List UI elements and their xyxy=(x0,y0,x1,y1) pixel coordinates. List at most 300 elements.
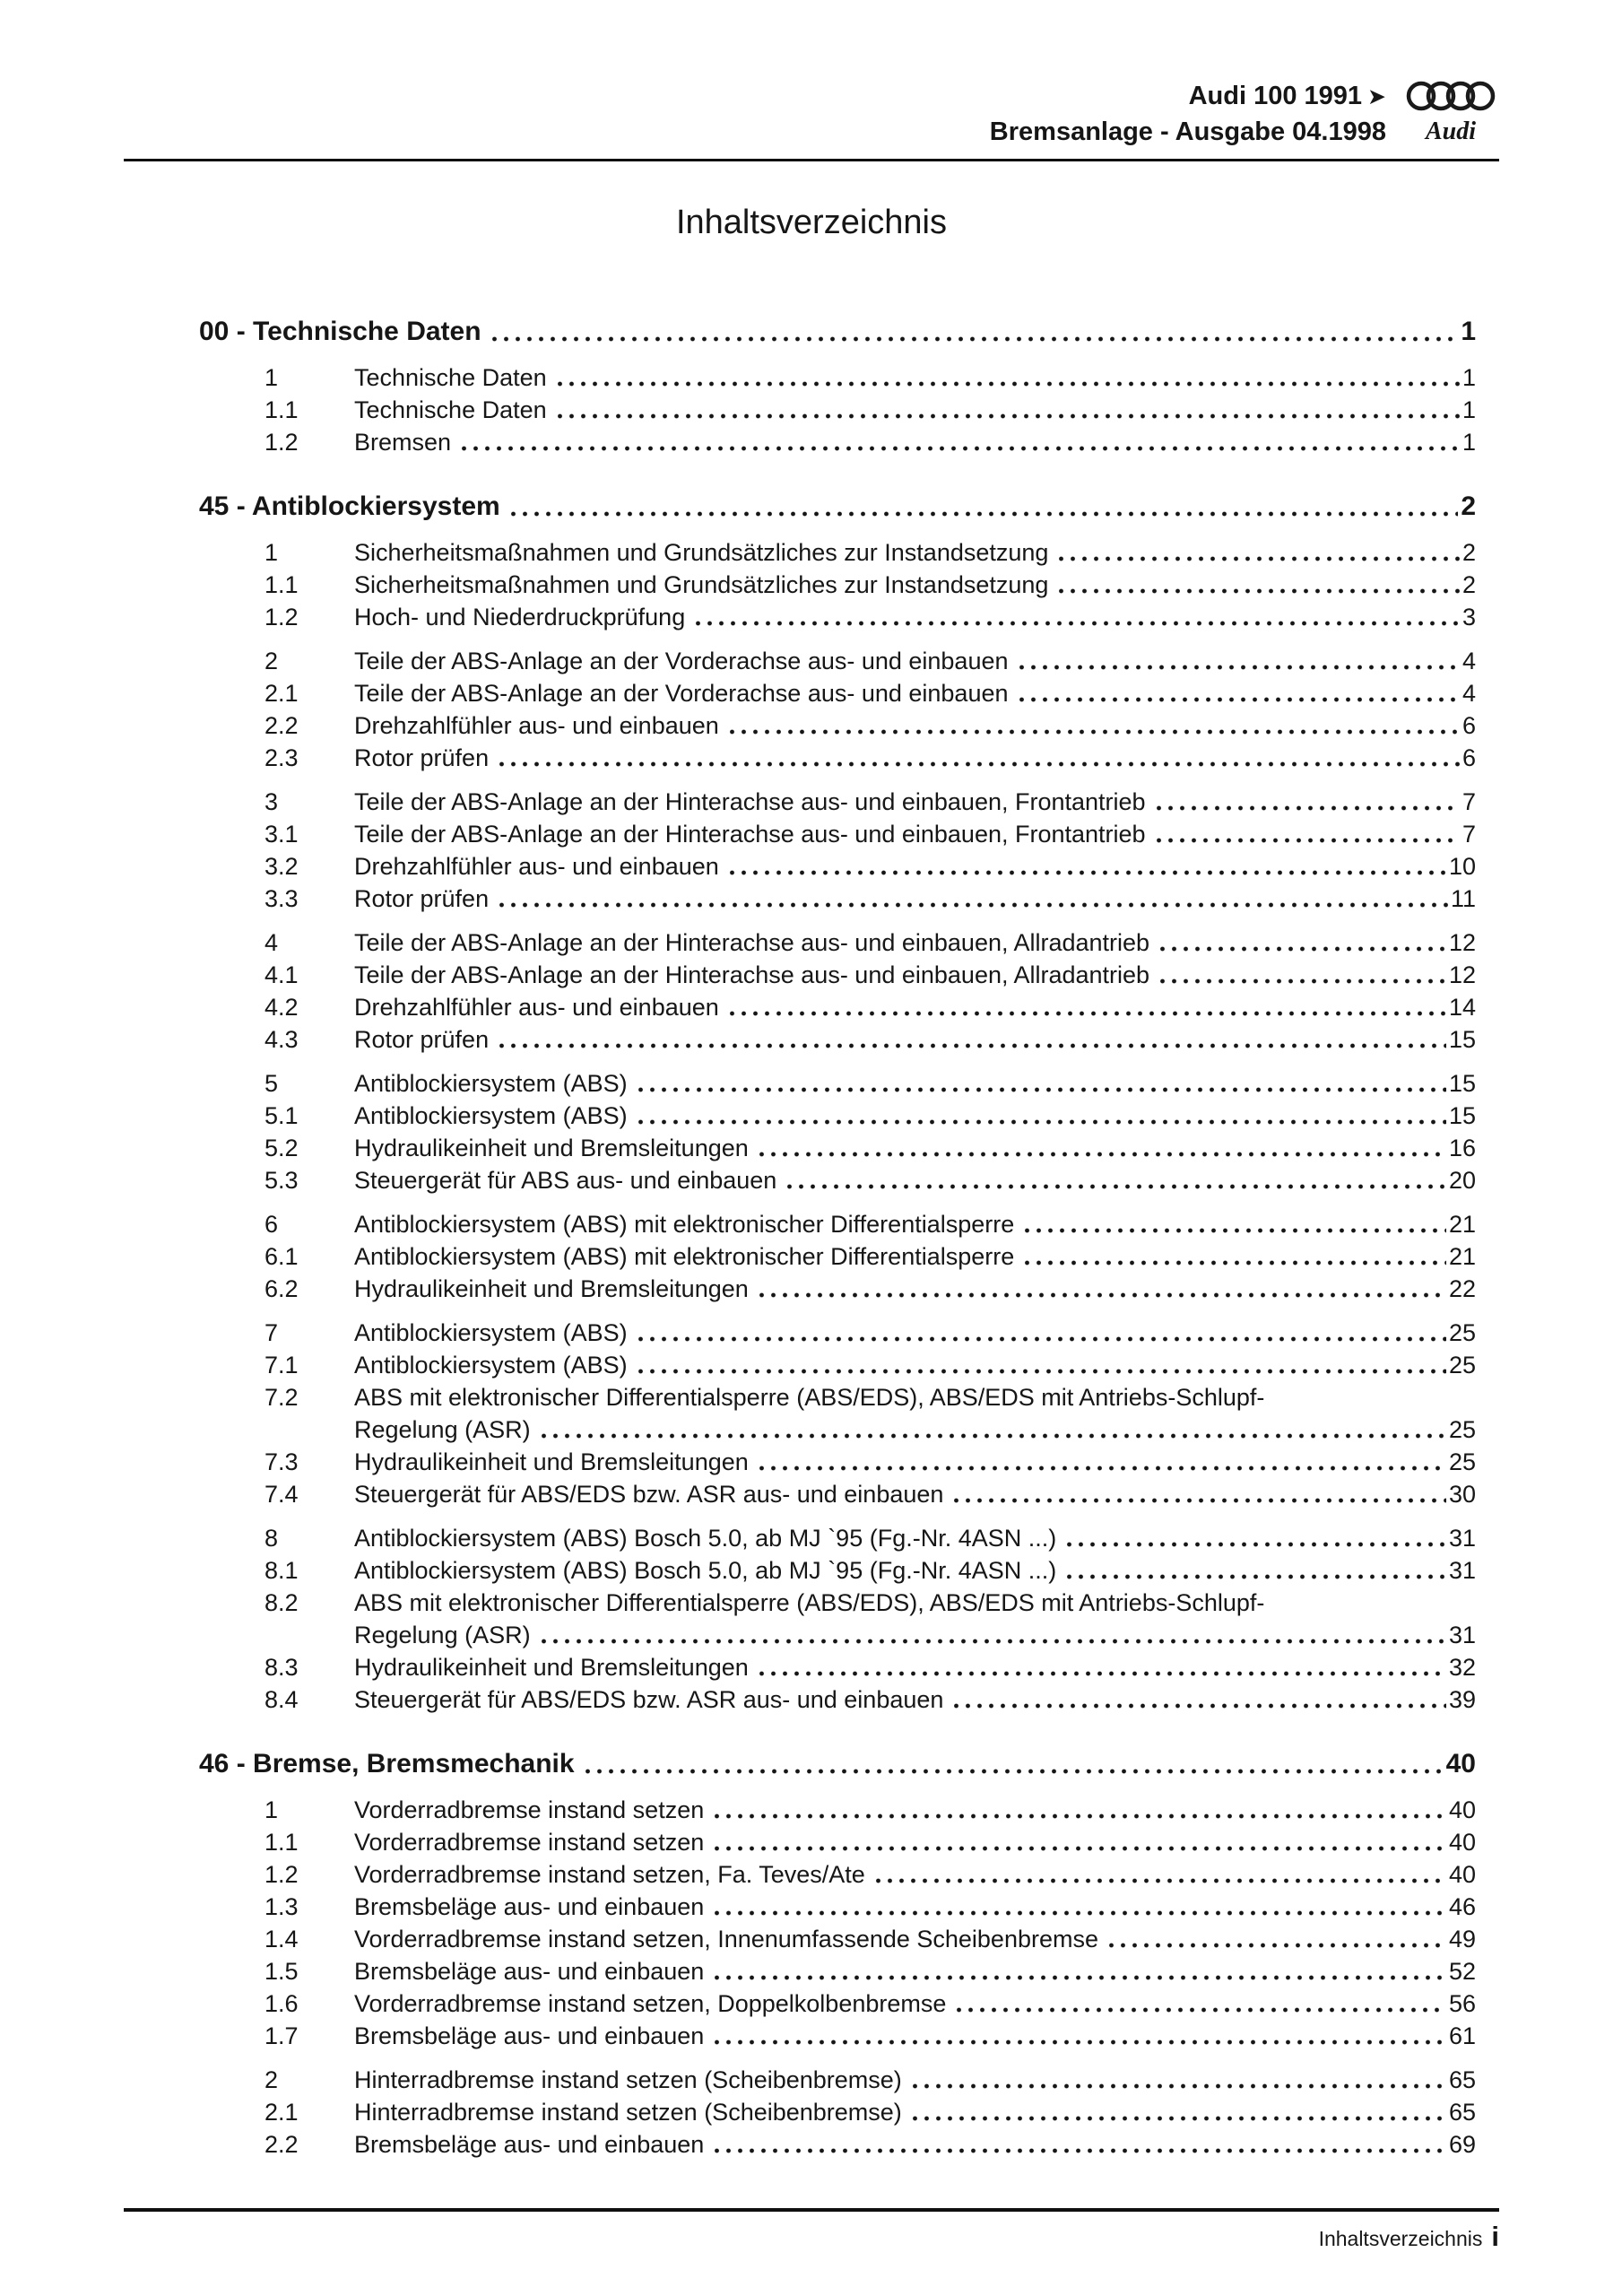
toc-item xyxy=(199,1955,1476,1987)
toc xyxy=(124,314,1499,2161)
item-title: Rotor prüfen xyxy=(354,744,490,771)
item-line xyxy=(354,926,1476,959)
toc-item xyxy=(199,1683,1476,1716)
item-title: Hinterradbremse instand setzen (Scheibenbremse) xyxy=(354,2066,902,2093)
item-title: Bremsbeläge aus- und einbauen xyxy=(354,1958,705,1985)
toc-item xyxy=(199,742,1476,774)
toc-item xyxy=(199,1100,1476,1132)
toc-item xyxy=(199,991,1476,1023)
manual-subtitle-text: Bremsanlage - Ausgabe 04.1998 xyxy=(989,117,1386,146)
footer-label: Inhaltsverzeichnis xyxy=(1318,2227,1483,2250)
chapter-items xyxy=(199,536,1476,1716)
dot-leader xyxy=(552,361,1460,394)
toc-item xyxy=(199,818,1476,850)
item-title: Teile der ABS-Anlage an der Hinterachse aus- und einbauen, Allradantrieb xyxy=(354,961,1150,988)
item-page-number: 15 xyxy=(1448,1026,1476,1053)
dot-leader xyxy=(1104,1923,1446,1955)
dot-leader xyxy=(782,1164,1446,1196)
item-page-number: 25 xyxy=(1448,1352,1476,1378)
item-line xyxy=(354,1923,1476,1955)
item-line xyxy=(354,1240,1476,1273)
item-number: 2.2 xyxy=(265,2131,299,2158)
item-number: 5 xyxy=(265,1070,279,1097)
item-number: 1 xyxy=(265,1796,279,1823)
item-number: 2.1 xyxy=(265,2099,299,2126)
item-line xyxy=(354,1826,1476,1858)
item-body xyxy=(354,1067,1476,1100)
item-body xyxy=(354,1273,1476,1305)
item-body xyxy=(354,677,1476,709)
item-line xyxy=(354,1651,1476,1683)
item-line xyxy=(354,1478,1476,1510)
dot-leader xyxy=(536,1619,1446,1651)
item-title: Teile der ABS-Anlage an der Hinterachse aus- und einbauen, Frontantrieb xyxy=(354,788,1146,815)
toc-item xyxy=(199,709,1476,742)
toc-item xyxy=(199,2020,1476,2052)
item-number: 4.2 xyxy=(265,994,299,1021)
dot-leader xyxy=(709,1955,1446,1987)
item-body xyxy=(354,1240,1476,1273)
toc-item xyxy=(199,361,1476,394)
item-page-number: 1 xyxy=(1462,396,1476,423)
dot-leader xyxy=(1155,926,1446,959)
item-page-number: 6 xyxy=(1462,712,1476,739)
item-number: 4 xyxy=(265,929,279,956)
item-page-number: 7 xyxy=(1462,821,1476,848)
item-page-number: 39 xyxy=(1448,1686,1476,1713)
item-line xyxy=(354,1619,1476,1651)
toc-item xyxy=(199,645,1476,677)
item-body xyxy=(354,1923,1476,1955)
item-line xyxy=(354,2064,1476,2096)
forward-arrow-icon: ➤ xyxy=(1367,83,1386,109)
item-page-number: 2 xyxy=(1462,571,1476,598)
toc-item xyxy=(199,1891,1476,1923)
item-number: 1.1 xyxy=(265,1829,299,1856)
page-title: Inhaltsverzeichnis xyxy=(675,204,948,241)
item-title: Drehzahlfühler aus- und einbauen xyxy=(354,853,719,880)
item-title: Vorderradbremse instand setzen xyxy=(354,1796,705,1823)
item-line xyxy=(354,786,1476,818)
item-number: 1.2 xyxy=(265,604,299,631)
item-page-number: 30 xyxy=(1448,1481,1476,1508)
item-number: 2.3 xyxy=(265,744,299,771)
toc-item xyxy=(199,1858,1476,1891)
item-title: Vorderradbremse instand setzen, Fa. Teves/Ate xyxy=(354,1861,865,1888)
item-body xyxy=(354,1208,1476,1240)
item-title: Teile der ABS-Anlage an der Hinterachse aus- und einbauen, Frontantrieb xyxy=(354,821,1146,848)
item-title: Antiblockiersystem (ABS) xyxy=(354,1352,628,1378)
toc-chapter-heading xyxy=(199,314,1476,350)
item-line xyxy=(354,1067,1476,1100)
item-page-number: 65 xyxy=(1448,2099,1476,2126)
item-page-number: 11 xyxy=(1450,885,1476,912)
dot-leader xyxy=(633,1317,1446,1349)
toc-item xyxy=(199,426,1476,458)
model-year-text: Audi 100 1991 ➤ xyxy=(1188,81,1386,110)
dot-leader xyxy=(724,850,1446,883)
item-page-number: 40 xyxy=(1448,1796,1476,1823)
item-title: Antiblockiersystem (ABS) xyxy=(354,1070,628,1097)
toc-item xyxy=(199,2096,1476,2128)
item-body xyxy=(354,2020,1476,2052)
item-body xyxy=(354,645,1476,677)
toc-chapter xyxy=(199,1746,1476,2161)
item-title: Hinterradbremse instand setzen (Scheibenbremse) xyxy=(354,2099,902,2126)
item-page-number: 52 xyxy=(1448,1958,1476,1985)
item-page-number: 3 xyxy=(1462,604,1476,631)
item-body xyxy=(354,709,1476,742)
header-line-2 xyxy=(990,116,1499,148)
item-page-number: 1 xyxy=(1462,429,1476,456)
item-title: Antiblockiersystem (ABS) mit elektronischer Differentialsperre xyxy=(354,1243,1015,1270)
item-number: 1.7 xyxy=(265,2022,299,2049)
item-number: 1.5 xyxy=(265,1958,299,1985)
toc-item xyxy=(199,394,1476,426)
item-line xyxy=(354,959,1476,991)
item-page-number: 69 xyxy=(1448,2131,1476,2158)
item-line xyxy=(354,677,1476,709)
item-page-number: 12 xyxy=(1448,929,1476,956)
item-line xyxy=(354,2096,1476,2128)
toc-chapter xyxy=(199,314,1476,458)
item-page-number: 31 xyxy=(1448,1525,1476,1552)
item-number: 4.1 xyxy=(265,961,299,988)
item-title: Steuergerät für ABS/EDS bzw. ASR aus- und einbauen xyxy=(354,1481,944,1508)
item-line xyxy=(354,394,1476,426)
dot-leader xyxy=(1062,1522,1446,1554)
toc-chapter-heading xyxy=(199,489,1476,525)
toc-item xyxy=(199,677,1476,709)
item-line xyxy=(354,1273,1476,1305)
toc-item xyxy=(199,2128,1476,2161)
toc-item xyxy=(199,1208,1476,1240)
toc-item xyxy=(199,536,1476,569)
dot-leader xyxy=(754,1446,1446,1478)
item-title: Sicherheitsmaßnahmen und Grundsätzliches zur Instandsetzung xyxy=(354,539,1049,566)
item-page-number: 21 xyxy=(1448,1243,1476,1270)
page-footer xyxy=(124,2208,1499,2253)
item-number: 3.1 xyxy=(265,821,299,848)
dot-leader xyxy=(1151,818,1460,850)
dot-leader xyxy=(536,1413,1446,1446)
item-line xyxy=(354,601,1476,633)
item-title: Teile der ABS-Anlage an der Vorderachse aus- und einbauen xyxy=(354,680,1009,707)
toc-item xyxy=(199,1023,1476,1056)
item-line xyxy=(354,1522,1476,1554)
item-line xyxy=(354,850,1476,883)
audi-wordmark: Audi xyxy=(1425,117,1477,145)
item-title: Steuergerät für ABS aus- und einbauen xyxy=(354,1167,777,1194)
dot-leader xyxy=(580,1746,1444,1782)
toc-item xyxy=(199,1132,1476,1164)
item-body xyxy=(354,1349,1476,1381)
chapter-page-number: 1 xyxy=(1461,317,1476,346)
item-title: Technische Daten xyxy=(354,364,547,391)
header-right-block xyxy=(124,79,1499,148)
item-line xyxy=(354,1349,1476,1381)
item-line xyxy=(354,1955,1476,1987)
dot-leader xyxy=(871,1858,1446,1891)
dot-leader xyxy=(951,1987,1446,2020)
item-title-continuation-first-line: ABS mit elektronischer Differentialsperre (ABS/EDS), ABS/EDS mit Antriebs-Schlupf- xyxy=(354,1589,1265,1616)
dot-leader xyxy=(949,1683,1446,1716)
item-page-number: 1 xyxy=(1462,364,1476,391)
item-number: 2.2 xyxy=(265,712,299,739)
toc-chapter-heading xyxy=(199,1746,1476,1782)
item-body xyxy=(354,1317,1476,1349)
item-body xyxy=(354,1522,1476,1554)
chapter-items xyxy=(199,1794,1476,2161)
item-page-number: 22 xyxy=(1448,1275,1476,1302)
toc-item xyxy=(199,569,1476,601)
item-number: 8.4 xyxy=(265,1686,299,1713)
footer-divider xyxy=(124,2208,1499,2212)
item-title: Vorderradbremse instand setzen, Innenumfassende Scheibenbremse xyxy=(354,1926,1098,1952)
item-title: Bremsbeläge aus- und einbauen xyxy=(354,1893,705,1920)
item-title: Regelung (ASR) xyxy=(354,1622,531,1648)
dot-leader xyxy=(754,1273,1446,1305)
item-title: Rotor prüfen xyxy=(354,1026,490,1053)
item-title: Antiblockiersystem (ABS) xyxy=(354,1102,628,1129)
item-number: 5.3 xyxy=(265,1167,299,1194)
toc-item xyxy=(199,1240,1476,1273)
item-line xyxy=(354,1164,1476,1196)
item-number: 1.3 xyxy=(265,1893,299,1920)
item-body xyxy=(354,1794,1476,1826)
toc-item xyxy=(199,959,1476,991)
item-page-number: 25 xyxy=(1448,1319,1476,1346)
item-page-number: 25 xyxy=(1448,1448,1476,1475)
item-body xyxy=(354,1132,1476,1164)
item-number: 8.3 xyxy=(265,1654,299,1681)
item-body xyxy=(354,1446,1476,1478)
dot-leader xyxy=(456,426,1460,458)
item-title: Bremsbeläge aus- und einbauen xyxy=(354,2022,705,2049)
item-line xyxy=(354,742,1476,774)
item-page-number: 46 xyxy=(1448,1893,1476,1920)
dot-leader xyxy=(1019,1240,1446,1273)
item-body xyxy=(354,1554,1476,1587)
item-line xyxy=(354,426,1476,458)
toc-chapter xyxy=(199,489,1476,1716)
dot-leader xyxy=(494,883,1448,915)
item-title: Vorderradbremse instand setzen xyxy=(354,1829,705,1856)
item-body xyxy=(354,818,1476,850)
item-number: 2 xyxy=(265,648,279,674)
item-line xyxy=(354,1413,1476,1446)
item-line xyxy=(354,1858,1476,1891)
item-number: 1.1 xyxy=(265,571,299,598)
item-body xyxy=(354,394,1476,426)
item-body xyxy=(354,1587,1476,1651)
dot-leader xyxy=(506,489,1459,525)
item-title: Antiblockiersystem (ABS) xyxy=(354,1319,628,1346)
item-body xyxy=(354,1826,1476,1858)
item-line xyxy=(354,645,1476,677)
item-line xyxy=(354,1317,1476,1349)
item-title-continuation-first-line: ABS mit elektronischer Differentialsperre (ABS/EDS), ABS/EDS mit Antriebs-Schlupf- xyxy=(354,1384,1265,1411)
item-page-number: 61 xyxy=(1448,2022,1476,2049)
item-number: 1.2 xyxy=(265,429,299,456)
item-line xyxy=(354,1132,1476,1164)
item-title: Bremsbeläge aus- und einbauen xyxy=(354,2131,705,2158)
item-title: Rotor prüfen xyxy=(354,885,490,912)
toc-item xyxy=(199,1587,1476,1651)
item-body xyxy=(354,1651,1476,1683)
item-number: 7.4 xyxy=(265,1481,299,1508)
item-title: Teile der ABS-Anlage an der Hinterachse aus- und einbauen, Allradantrieb xyxy=(354,929,1150,956)
item-body xyxy=(354,1100,1476,1132)
item-body xyxy=(354,1164,1476,1196)
chapter-items xyxy=(199,361,1476,458)
item-number: 7.3 xyxy=(265,1448,299,1475)
item-body xyxy=(354,601,1476,633)
item-number: 1.2 xyxy=(265,1861,299,1888)
toc-item xyxy=(199,1794,1476,1826)
item-line xyxy=(354,1683,1476,1716)
item-page-number: 7 xyxy=(1462,788,1476,815)
item-body xyxy=(354,1891,1476,1923)
item-line xyxy=(354,1446,1476,1478)
dot-leader xyxy=(754,1651,1446,1683)
item-page-number: 40 xyxy=(1448,1861,1476,1888)
item-line xyxy=(354,2020,1476,2052)
dot-leader xyxy=(709,1826,1446,1858)
item-body xyxy=(354,1858,1476,1891)
item-number: 6.1 xyxy=(265,1243,299,1270)
item-line xyxy=(354,1891,1476,1923)
toc-item xyxy=(199,601,1476,633)
item-number: 1.1 xyxy=(265,396,299,423)
item-body xyxy=(354,2064,1476,2096)
item-number: 5.2 xyxy=(265,1135,299,1161)
item-body xyxy=(354,959,1476,991)
chapter-label: 45 - Antiblockiersystem xyxy=(199,491,500,521)
toc-item xyxy=(199,1987,1476,2020)
item-page-number: 40 xyxy=(1448,1829,1476,1856)
item-number: 7 xyxy=(265,1319,279,1346)
dot-leader xyxy=(494,1023,1446,1056)
dot-leader xyxy=(1054,536,1460,569)
chapter-page-number: 40 xyxy=(1445,1749,1476,1779)
toc-item xyxy=(199,883,1476,915)
item-number: 5.1 xyxy=(265,1102,299,1129)
item-title: Antiblockiersystem (ABS) mit elektronischer Differentialsperre xyxy=(354,1211,1015,1238)
item-number: 6.2 xyxy=(265,1275,299,1302)
item-page-number: 32 xyxy=(1448,1654,1476,1681)
item-title: Sicherheitsmaßnahmen und Grundsätzliches zur Instandsetzung xyxy=(354,571,1049,598)
item-page-number: 4 xyxy=(1462,680,1476,707)
dot-leader xyxy=(709,1794,1446,1826)
toc-item xyxy=(199,1826,1476,1858)
item-body xyxy=(354,883,1476,915)
dot-leader xyxy=(633,1100,1446,1132)
item-page-number: 4 xyxy=(1462,648,1476,674)
dot-leader xyxy=(487,314,1459,350)
toc-item xyxy=(199,1164,1476,1196)
toc-item xyxy=(199,1651,1476,1683)
item-number: 7.1 xyxy=(265,1352,299,1378)
item-page-number: 20 xyxy=(1448,1167,1476,1194)
dot-leader xyxy=(1151,786,1460,818)
item-number: 3 xyxy=(265,788,279,815)
toc-item xyxy=(199,850,1476,883)
item-number: 2.1 xyxy=(265,680,299,707)
item-line xyxy=(354,1987,1476,2020)
dot-leader xyxy=(552,394,1460,426)
dot-leader xyxy=(1054,569,1460,601)
dot-leader xyxy=(949,1478,1446,1510)
dot-leader xyxy=(907,2096,1446,2128)
dot-leader xyxy=(709,2020,1446,2052)
toc-item xyxy=(199,1446,1476,1478)
item-body xyxy=(354,361,1476,394)
dot-leader xyxy=(724,991,1446,1023)
dot-leader xyxy=(633,1349,1446,1381)
item-number: 1.6 xyxy=(265,1990,299,2017)
item-line xyxy=(354,361,1476,394)
toc-item xyxy=(199,1067,1476,1100)
item-line xyxy=(354,818,1476,850)
item-line xyxy=(354,709,1476,742)
item-title: Antiblockiersystem (ABS) Bosch 5.0, ab MJ `95 (Fg.-Nr. 4ASN ...) xyxy=(354,1557,1057,1584)
item-body xyxy=(354,569,1476,601)
item-body xyxy=(354,1683,1476,1716)
item-line xyxy=(354,991,1476,1023)
dot-leader xyxy=(1019,1208,1446,1240)
footer-page-number: i xyxy=(1491,2221,1499,2252)
item-title: Hydraulikeinheit und Bremsleitungen xyxy=(354,1448,749,1475)
item-number: 8 xyxy=(265,1525,279,1552)
item-number: 4.3 xyxy=(265,1026,299,1053)
item-page-number: 49 xyxy=(1448,1926,1476,1952)
header-line-1 xyxy=(1189,79,1499,113)
item-body xyxy=(354,1478,1476,1510)
item-title: Vorderradbremse instand setzen, Doppelkolbenbremse xyxy=(354,1990,947,2017)
item-page-number: 6 xyxy=(1462,744,1476,771)
item-page-number: 10 xyxy=(1448,853,1476,880)
item-title: Technische Daten xyxy=(354,396,547,423)
item-number: 2 xyxy=(265,2066,279,2093)
dot-leader xyxy=(494,742,1460,774)
item-page-number: 15 xyxy=(1448,1070,1476,1097)
item-page-number: 16 xyxy=(1448,1135,1476,1161)
item-title: Hydraulikeinheit und Bremsleitungen xyxy=(354,1135,749,1161)
dot-leader xyxy=(633,1067,1446,1100)
page-header xyxy=(124,79,1499,161)
item-body xyxy=(354,1987,1476,2020)
toc-item xyxy=(199,2064,1476,2096)
item-page-number: 12 xyxy=(1448,961,1476,988)
dot-leader xyxy=(1155,959,1446,991)
item-body xyxy=(354,1955,1476,1987)
item-number: 1 xyxy=(265,364,279,391)
chapter-label: 00 - Technische Daten xyxy=(199,317,481,346)
item-line xyxy=(354,883,1476,915)
item-number: 8.1 xyxy=(265,1557,299,1584)
item-page-number: 21 xyxy=(1448,1211,1476,1238)
item-number: 3.2 xyxy=(265,853,299,880)
item-body xyxy=(354,1381,1476,1446)
item-body xyxy=(354,786,1476,818)
item-line xyxy=(354,536,1476,569)
toc-item xyxy=(199,786,1476,818)
chapter-label: 46 - Bremse, Bremsmechanik xyxy=(199,1749,575,1779)
dot-leader xyxy=(709,2128,1446,2161)
dot-leader xyxy=(724,709,1460,742)
item-page-number: 14 xyxy=(1448,994,1476,1021)
